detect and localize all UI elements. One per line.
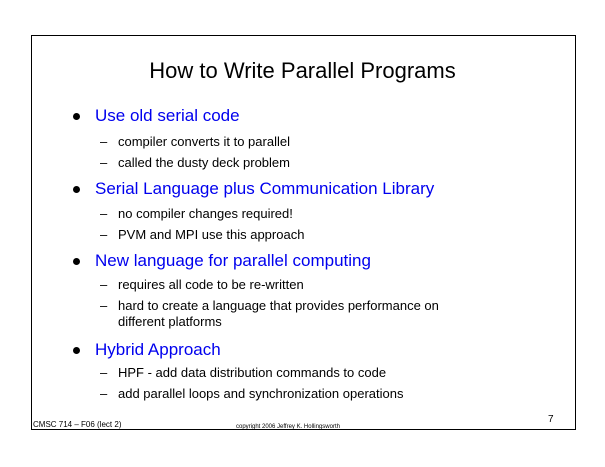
dash-marker: – <box>100 277 108 292</box>
sub-item <box>100 386 403 402</box>
sub-item <box>100 277 304 293</box>
bullet-dot <box>73 347 80 354</box>
bullet-heading: New language for parallel computing <box>95 251 371 270</box>
course-label: CMSC 714 – F06 (lect 2) <box>33 420 122 429</box>
dash-marker: – <box>100 155 108 170</box>
sub-item <box>100 155 290 171</box>
sub-item-text: hard to create a language that provides performance on <box>118 298 439 313</box>
sub-item-text: no compiler changes required! <box>118 206 293 221</box>
sub-item <box>100 134 290 150</box>
bullet-heading: Serial Language plus Communication Library <box>95 179 435 198</box>
bullet-dot <box>73 186 80 193</box>
dash-marker: – <box>100 386 108 401</box>
bullet-dot <box>73 113 80 120</box>
sub-item-text: requires all code to be re-written <box>118 277 304 292</box>
sub-item <box>100 298 439 330</box>
dash-marker: – <box>100 134 108 149</box>
dash-marker: – <box>100 206 108 221</box>
sub-item-text: add parallel loops and synchronization operations <box>118 386 404 401</box>
sub-item <box>100 206 293 222</box>
slide-title: How to Write Parallel Programs <box>149 58 456 83</box>
sub-item-text: HPF - add data distribution commands to code <box>118 365 387 380</box>
sub-item <box>100 227 304 243</box>
sub-item-text: compiler converts it to parallel <box>118 134 290 149</box>
dash-marker: – <box>100 227 108 242</box>
sub-item <box>100 365 386 381</box>
dash-marker: – <box>100 298 108 313</box>
bullet-dot <box>73 258 80 265</box>
sub-item-text: called the dusty deck problem <box>118 155 290 170</box>
sub-item-text-continued: different platforms <box>118 314 222 329</box>
dash-marker: – <box>100 365 108 380</box>
copyright-notice: copyright 2006 Jeffrey K. Hollingsworth <box>236 424 340 430</box>
page-number: 7 <box>548 414 554 425</box>
bullet-heading: Use old serial code <box>95 106 240 125</box>
sub-item-text: PVM and MPI use this approach <box>118 227 305 242</box>
bullet-heading: Hybrid Approach <box>95 340 221 359</box>
